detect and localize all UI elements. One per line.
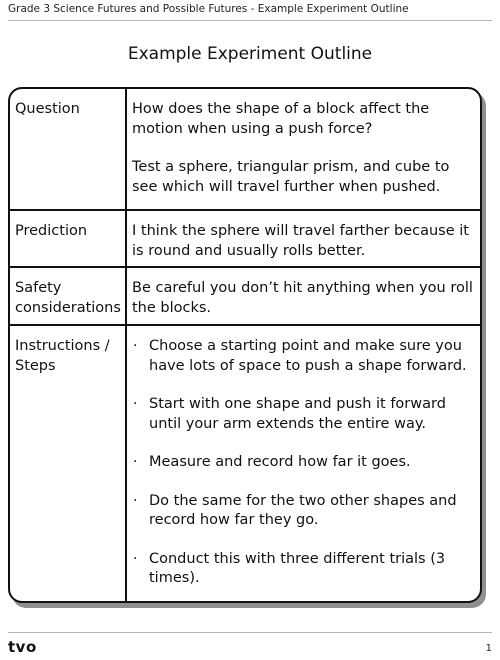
steps-content xyxy=(127,326,480,601)
question-row xyxy=(10,89,480,211)
safety-row xyxy=(10,268,480,326)
list-item xyxy=(132,395,474,434)
step-text: Conduct this with three different trials (3 times). xyxy=(149,550,446,586)
safety-text: Be careful you don’t hit anything when you roll the blocks. xyxy=(132,280,473,316)
step-text: Measure and record how far it goes. xyxy=(149,454,411,470)
list-item xyxy=(132,550,474,589)
footer-divider xyxy=(8,632,492,633)
bullet-icon: · xyxy=(133,492,138,509)
prediction-content xyxy=(127,211,480,266)
bullet-icon: · xyxy=(133,396,138,412)
bullet-icon: · xyxy=(133,550,138,567)
bullet-icon: · xyxy=(133,338,138,354)
page-number: 1 xyxy=(485,643,492,654)
list-item xyxy=(132,453,474,473)
header-divider xyxy=(8,20,492,21)
prediction-row xyxy=(10,211,480,268)
tvo-logo: tvo xyxy=(8,638,37,656)
step-text: Choose a starting point and make sure you have lots of space to push a shape forward. xyxy=(149,338,467,374)
question-label: Question xyxy=(10,89,127,209)
step-text: Do the same for the two other shapes and record how far they go. xyxy=(149,492,457,528)
safety-content xyxy=(127,268,480,324)
running-header: Grade 3 Science Futures and Possible Futures - Example Experiment Outline xyxy=(8,3,409,15)
prediction-label: Prediction xyxy=(10,211,127,266)
steps-label: Instructions / Steps xyxy=(10,326,127,601)
steps-list xyxy=(132,337,474,589)
question-content xyxy=(127,89,480,209)
list-item xyxy=(132,337,474,376)
safety-label: Safety considerations xyxy=(10,268,127,324)
step-text: Start with one shape and push it forward until your arm extends the entire way. xyxy=(149,396,446,432)
bullet-icon: · xyxy=(133,454,138,470)
question-text: How does the shape of a block affect the motion when using a push force? xyxy=(132,101,430,137)
prediction-text: I think the sphere will travel farther because it is round and usually rolls better. xyxy=(132,223,469,259)
experiment-outline-table xyxy=(8,87,482,603)
list-item xyxy=(132,492,474,531)
steps-row xyxy=(10,326,480,601)
question-test-text: Test a sphere, triangular prism, and cube to see which will travel further when pushed. xyxy=(132,159,450,195)
page-title: Example Experiment Outline xyxy=(127,44,373,64)
